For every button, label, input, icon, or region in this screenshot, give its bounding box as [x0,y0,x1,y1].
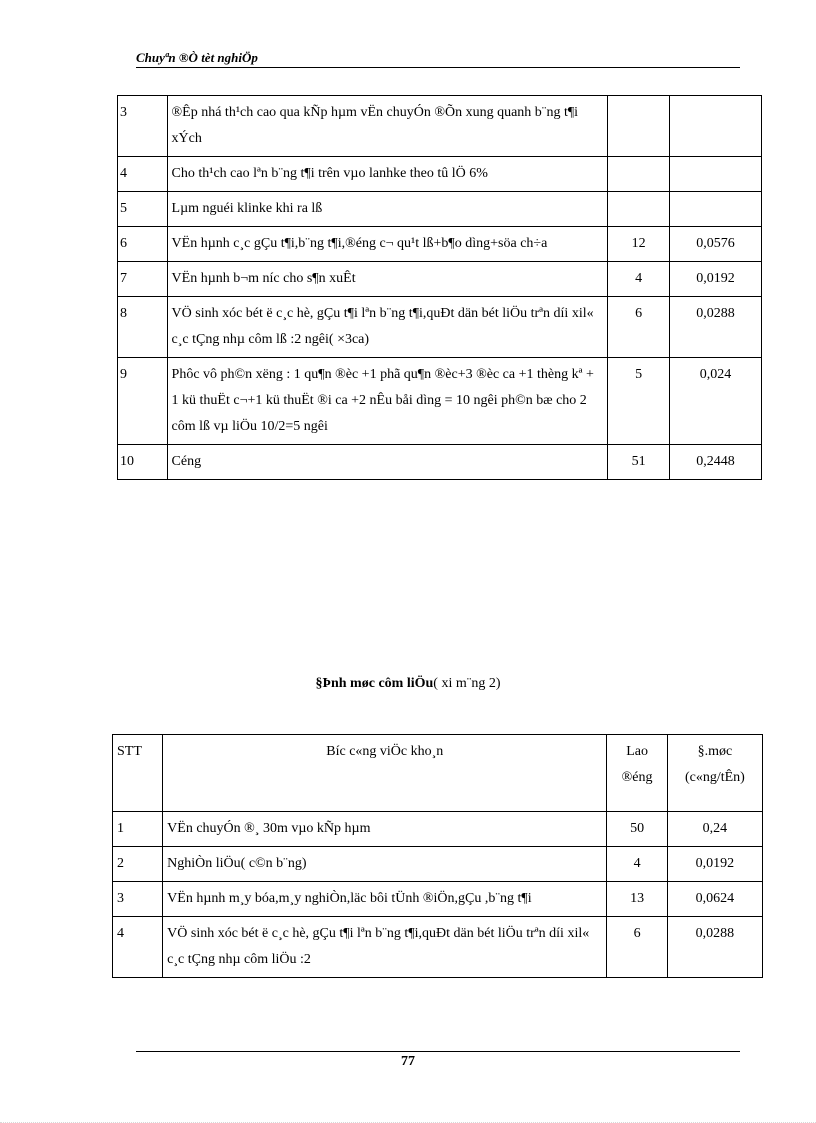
cell-description: ®Êp nhá th¹ch cao qua kÑp hµm vËn chuyÓn ®Õn xung quanh b¨ng t¶i xÝch [167,96,608,157]
table-row [118,192,762,227]
cell-stt: 9 [118,358,168,445]
cell-description: VÖ sinh xóc bét ë c¸c hè, gÇu t¶i lªn b¨ng t¶i,quÐt dän bét liÖu trªn díi xil« c¸c tÇng nhµ côm lß :2 ngêi( ×3ca) [167,297,608,358]
cell-labor: 12 [608,227,670,262]
cell-labor: 50 [607,812,667,847]
section-title [0,676,816,692]
cell-description: NghiÒn liÖu( c©n b¨ng) [163,847,607,882]
table-row [118,445,762,480]
header-rate [667,735,762,812]
cell-labor: 5 [608,358,670,445]
cell-labor: 6 [608,297,670,358]
table-row [113,917,763,978]
header-rate-line2: (c«ng/tÊn) [684,770,745,785]
cell-description: VËn hµnh c¸c gÇu t¶i,b¨ng t¶i,®éng c¬ qu¹t lß+b¶o dìng+söa ch÷a [167,227,608,262]
cell-stt: 8 [118,297,168,358]
header-labor: Lao ®éng [607,735,667,812]
table-row [113,882,763,917]
cell-rate: 0,0192 [667,847,762,882]
table-row [113,847,763,882]
cell-description: VËn hµnh m¸y bóa,m¸y nghiÒn,läc bôi tÜnh ®iÖn,gÇu ,b¨ng t¶i [163,882,607,917]
cell-rate [669,157,761,192]
cell-stt: 4 [118,157,168,192]
cell-labor: 51 [608,445,670,480]
table-row [113,812,763,847]
cell-stt: 6 [118,227,168,262]
header-title: Chuyªn ®Ò tèt nghiÖp [136,50,258,65]
header-description: Bíc c«ng viÖc kho¸n [163,735,607,812]
cell-stt: 3 [118,96,168,157]
header-rate-line1: §.møc [697,744,733,759]
cell-description: Lµm nguéi klinke khi ra lß [167,192,608,227]
table-row [118,96,762,157]
section-title-bold: §Þnh møc côm liÖu [315,676,434,691]
cell-rate: 0,024 [669,358,761,445]
cell-description: VÖ sinh xóc bét ë c¸c hè, gÇu t¶i lªn b¨ng t¶i,quÐt dän bét liÖu trªn díi xil« c¸c tÇng nhµ côm liÖu :2 [163,917,607,978]
cell-stt: 1 [113,812,163,847]
labor-table-1 [117,95,762,480]
cell-description: Céng [167,445,608,480]
cell-labor: 4 [608,262,670,297]
cell-stt: 7 [118,262,168,297]
cell-description: VËn chuyÓn ®¸ 30m vµo kÑp hµm [163,812,607,847]
cell-rate: 0,0288 [667,917,762,978]
cell-labor: 4 [607,847,667,882]
footer-divider [136,1051,740,1052]
table-row [118,157,762,192]
cell-stt: 2 [113,847,163,882]
header-divider [136,67,740,68]
cell-rate [669,96,761,157]
cell-rate: 0,0576 [669,227,761,262]
cell-labor [608,192,670,227]
table-row [118,227,762,262]
cell-rate: 0,0624 [667,882,762,917]
cell-stt: 5 [118,192,168,227]
labor-table-2 [112,734,763,978]
cell-description: Cho th¹ch cao lªn b¨ng t¶i trên vµo lanhke theo tû lÖ 6% [167,157,608,192]
cell-labor [608,157,670,192]
cell-stt: 4 [113,917,163,978]
cell-rate [669,192,761,227]
cell-description: VËn hµnh b¬m níc cho s¶n xuÊt [167,262,608,297]
cell-description: Phôc vô ph©n xëng : 1 qu¶n ®èc +1 phã qu¶n ®èc+3 ®èc ca +1 thèng kª + 1 kü thuËt c¬+1 kü thuËt ®i ca +2 nÊu båi dìng = 10 ngêi ph©n bæ cho 2 côm lß vµ liÖu 10/2=5 ngêi [167,358,608,445]
cell-rate: 0,0288 [669,297,761,358]
cell-labor: 6 [607,917,667,978]
table-row [118,358,762,445]
cell-labor: 13 [607,882,667,917]
cell-rate: 0,24 [667,812,762,847]
cell-rate: 0,0192 [669,262,761,297]
table-header-row [113,735,763,812]
cell-labor [608,96,670,157]
header-stt: STT [113,735,163,812]
cell-stt: 3 [113,882,163,917]
cell-rate: 0,2448 [669,445,761,480]
section-title-rest: ( xi m¨ng 2) [433,676,501,691]
table-row [118,262,762,297]
table-row [118,297,762,358]
cell-stt: 10 [118,445,168,480]
page-number: 77 [401,1054,415,1069]
